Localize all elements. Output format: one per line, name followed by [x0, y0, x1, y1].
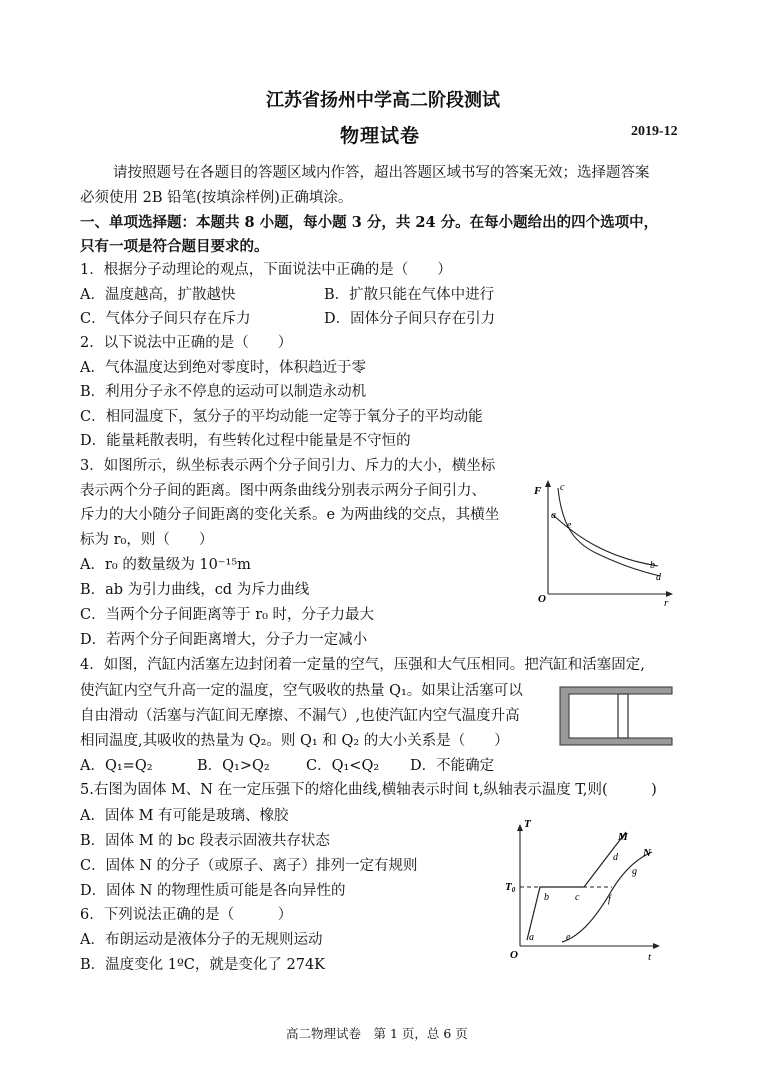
q5-y-arrow-icon	[517, 824, 523, 831]
q4-cylinder-wall	[560, 687, 672, 745]
q4-stem-line-4: 相同温度,其吸收的热量为 Q₂。则 Q₁ 和 Q₂ 的大小关系是（ ）	[80, 733, 509, 749]
q5-curve-M	[527, 832, 626, 940]
q5-label-M: M	[618, 831, 628, 843]
page-footer: 高二物理试卷 第 1 页，总 6 页	[286, 1026, 468, 1041]
q4-stem-line-1: 4．如图，汽缸内活塞左边封闭着一定量的空气，压强和大气压相同。把汽缸和活塞固定,	[80, 657, 645, 673]
section1-heading-line-1: 一、单项选择题：本题共 8 小题，每小题 3 分，共 24 分。在每小题给出的四个选项中，	[80, 214, 659, 231]
q3-label-e: e	[567, 520, 572, 531]
subject-title: 物理试卷	[340, 125, 421, 147]
q4-option-b: B．Q₁>Q₂	[197, 758, 270, 774]
q3-label-O: O	[538, 593, 546, 605]
q5-label-N: N	[643, 847, 651, 859]
q3-force-distance-figure	[528, 476, 676, 608]
q5-label-f: f	[608, 894, 611, 905]
q3-stem-line-2: 表示两个分子间的距离。图中两条曲线分别表示两分子间引力、	[80, 483, 486, 499]
school-title: 江苏省扬州中学高二阶段测试	[266, 90, 500, 111]
q1-option-c: C．气体分子间只存在斥力	[80, 311, 251, 327]
q5-option-d: D．固体 N 的物理性质可能是各向异性的	[80, 883, 346, 899]
q5-stem: 5.右图为固体 M、N 在一定压强下的熔化曲线,横轴表示时间 t,纵轴表示温度 T,则( )	[80, 782, 657, 798]
q5-label-d: d	[613, 852, 618, 863]
q5-label-t: t	[648, 951, 652, 963]
q3-label-d: d	[656, 572, 661, 583]
q3-option-a: A．r₀ 的数量级为 10⁻¹⁵m	[80, 557, 251, 573]
q5-label-T: T	[524, 818, 531, 830]
q3-option-c: C．当两个分子间距离等于 r₀ 时，分子力最大	[80, 607, 375, 623]
q2-option-a: A．气体温度达到绝对零度时，体积趋近于零	[80, 360, 366, 376]
q3-label-a: a	[551, 510, 556, 521]
q6-stem: 6．下列说法正确的是（ ）	[80, 907, 293, 923]
q5-label-e: e	[566, 932, 571, 943]
q4-stem-line-2: 使汽缸内空气升高一定的温度，空气吸收的热量 Q₁。如果让活塞可以	[80, 683, 523, 699]
q2-option-d: D．能量耗散表明，有些转化过程中能量是不守恒的	[80, 433, 411, 449]
q5-option-a: A．固体 M 有可能是玻璃、橡胶	[80, 808, 289, 824]
q2-stem: 2．以下说法中正确的是（ ）	[80, 335, 293, 351]
q4-option-a: A．Q₁=Q₂	[80, 758, 153, 774]
instructions-line-1: 请按照题号在各题目的答题区域内作答，超出答题区域书写的答案无效；选择题答案	[113, 165, 650, 181]
q3-option-b: B．ab 为引力曲线，cd 为斥力曲线	[80, 582, 310, 598]
q4-option-d: D．不能确定	[410, 758, 495, 774]
instructions-line-2: 必须使用 2B 铅笔(按填涂样例)正确填涂。	[80, 190, 353, 206]
q4-option-c: C．Q₁<Q₂	[306, 758, 380, 774]
q5-x-arrow-icon	[653, 943, 660, 949]
q5-label-b: b	[544, 892, 549, 903]
q3-stem-line-1: 3．如图所示，纵坐标表示两个分子间引力、斥力的大小，横坐标	[80, 458, 496, 474]
q5-label-g: g	[632, 866, 637, 877]
q4-stem-line-3: 自由滑动（活塞与汽缸间无摩擦、不漏气）,也使汽缸内空气温度升高	[80, 708, 520, 724]
q5-option-b: B．固体 M 的 bc 段表示固液共存状态	[80, 833, 330, 849]
q6-option-a: A．布朗运动是液体分子的无规则运动	[80, 932, 323, 948]
q3-option-d: D．若两个分子间距离增大，分子力一定减小	[80, 632, 368, 648]
exam-date: 2019-12	[631, 124, 678, 139]
q1-option-d: D．固体分子间只存在引力	[324, 311, 496, 327]
q4-piston	[618, 694, 628, 738]
q4-cylinder-figure	[556, 682, 676, 752]
q3-stem-line-4: 标为 r₀，则（ ）	[80, 532, 214, 548]
q3-label-c: c	[560, 482, 565, 493]
q3-label-F: F	[534, 485, 542, 497]
q1-option-b: B．扩散只能在气体中进行	[324, 287, 495, 303]
q1-option-a: A．温度越高，扩散越快	[80, 287, 236, 303]
q6-option-b: B．温度变化 1ºC，就是变化了 274K	[80, 957, 326, 973]
q3-label-r: r	[664, 597, 669, 608]
q5-melting-curve-figure	[500, 818, 665, 964]
q5-option-c: C．固体 N 的分子（或原子、离子）排列一定有规则	[80, 858, 418, 874]
q3-stem-line-3: 斥力的大小随分子间距离的变化关系。e 为两曲线的交点，其横坐	[80, 507, 500, 523]
q2-option-b: B．利用分子永不停息的运动可以制造永动机	[80, 384, 367, 400]
q5-label-O: O	[510, 949, 518, 961]
q5-label-c: c	[575, 892, 580, 903]
q3-label-b: b	[650, 560, 655, 571]
q5-label-a: a	[529, 932, 534, 943]
q3-y-arrow-icon	[545, 480, 551, 487]
q2-option-c: C．相同温度下，氢分子的平均动能一定等于氧分子的平均动能	[80, 409, 483, 425]
section1-heading-line-2: 只有一项是符合题目要求的。	[80, 238, 269, 255]
q1-stem: 1．根据分子动理论的观点，下面说法中正确的是（ ）	[80, 262, 452, 278]
q5-label-T0: T0	[505, 881, 516, 894]
